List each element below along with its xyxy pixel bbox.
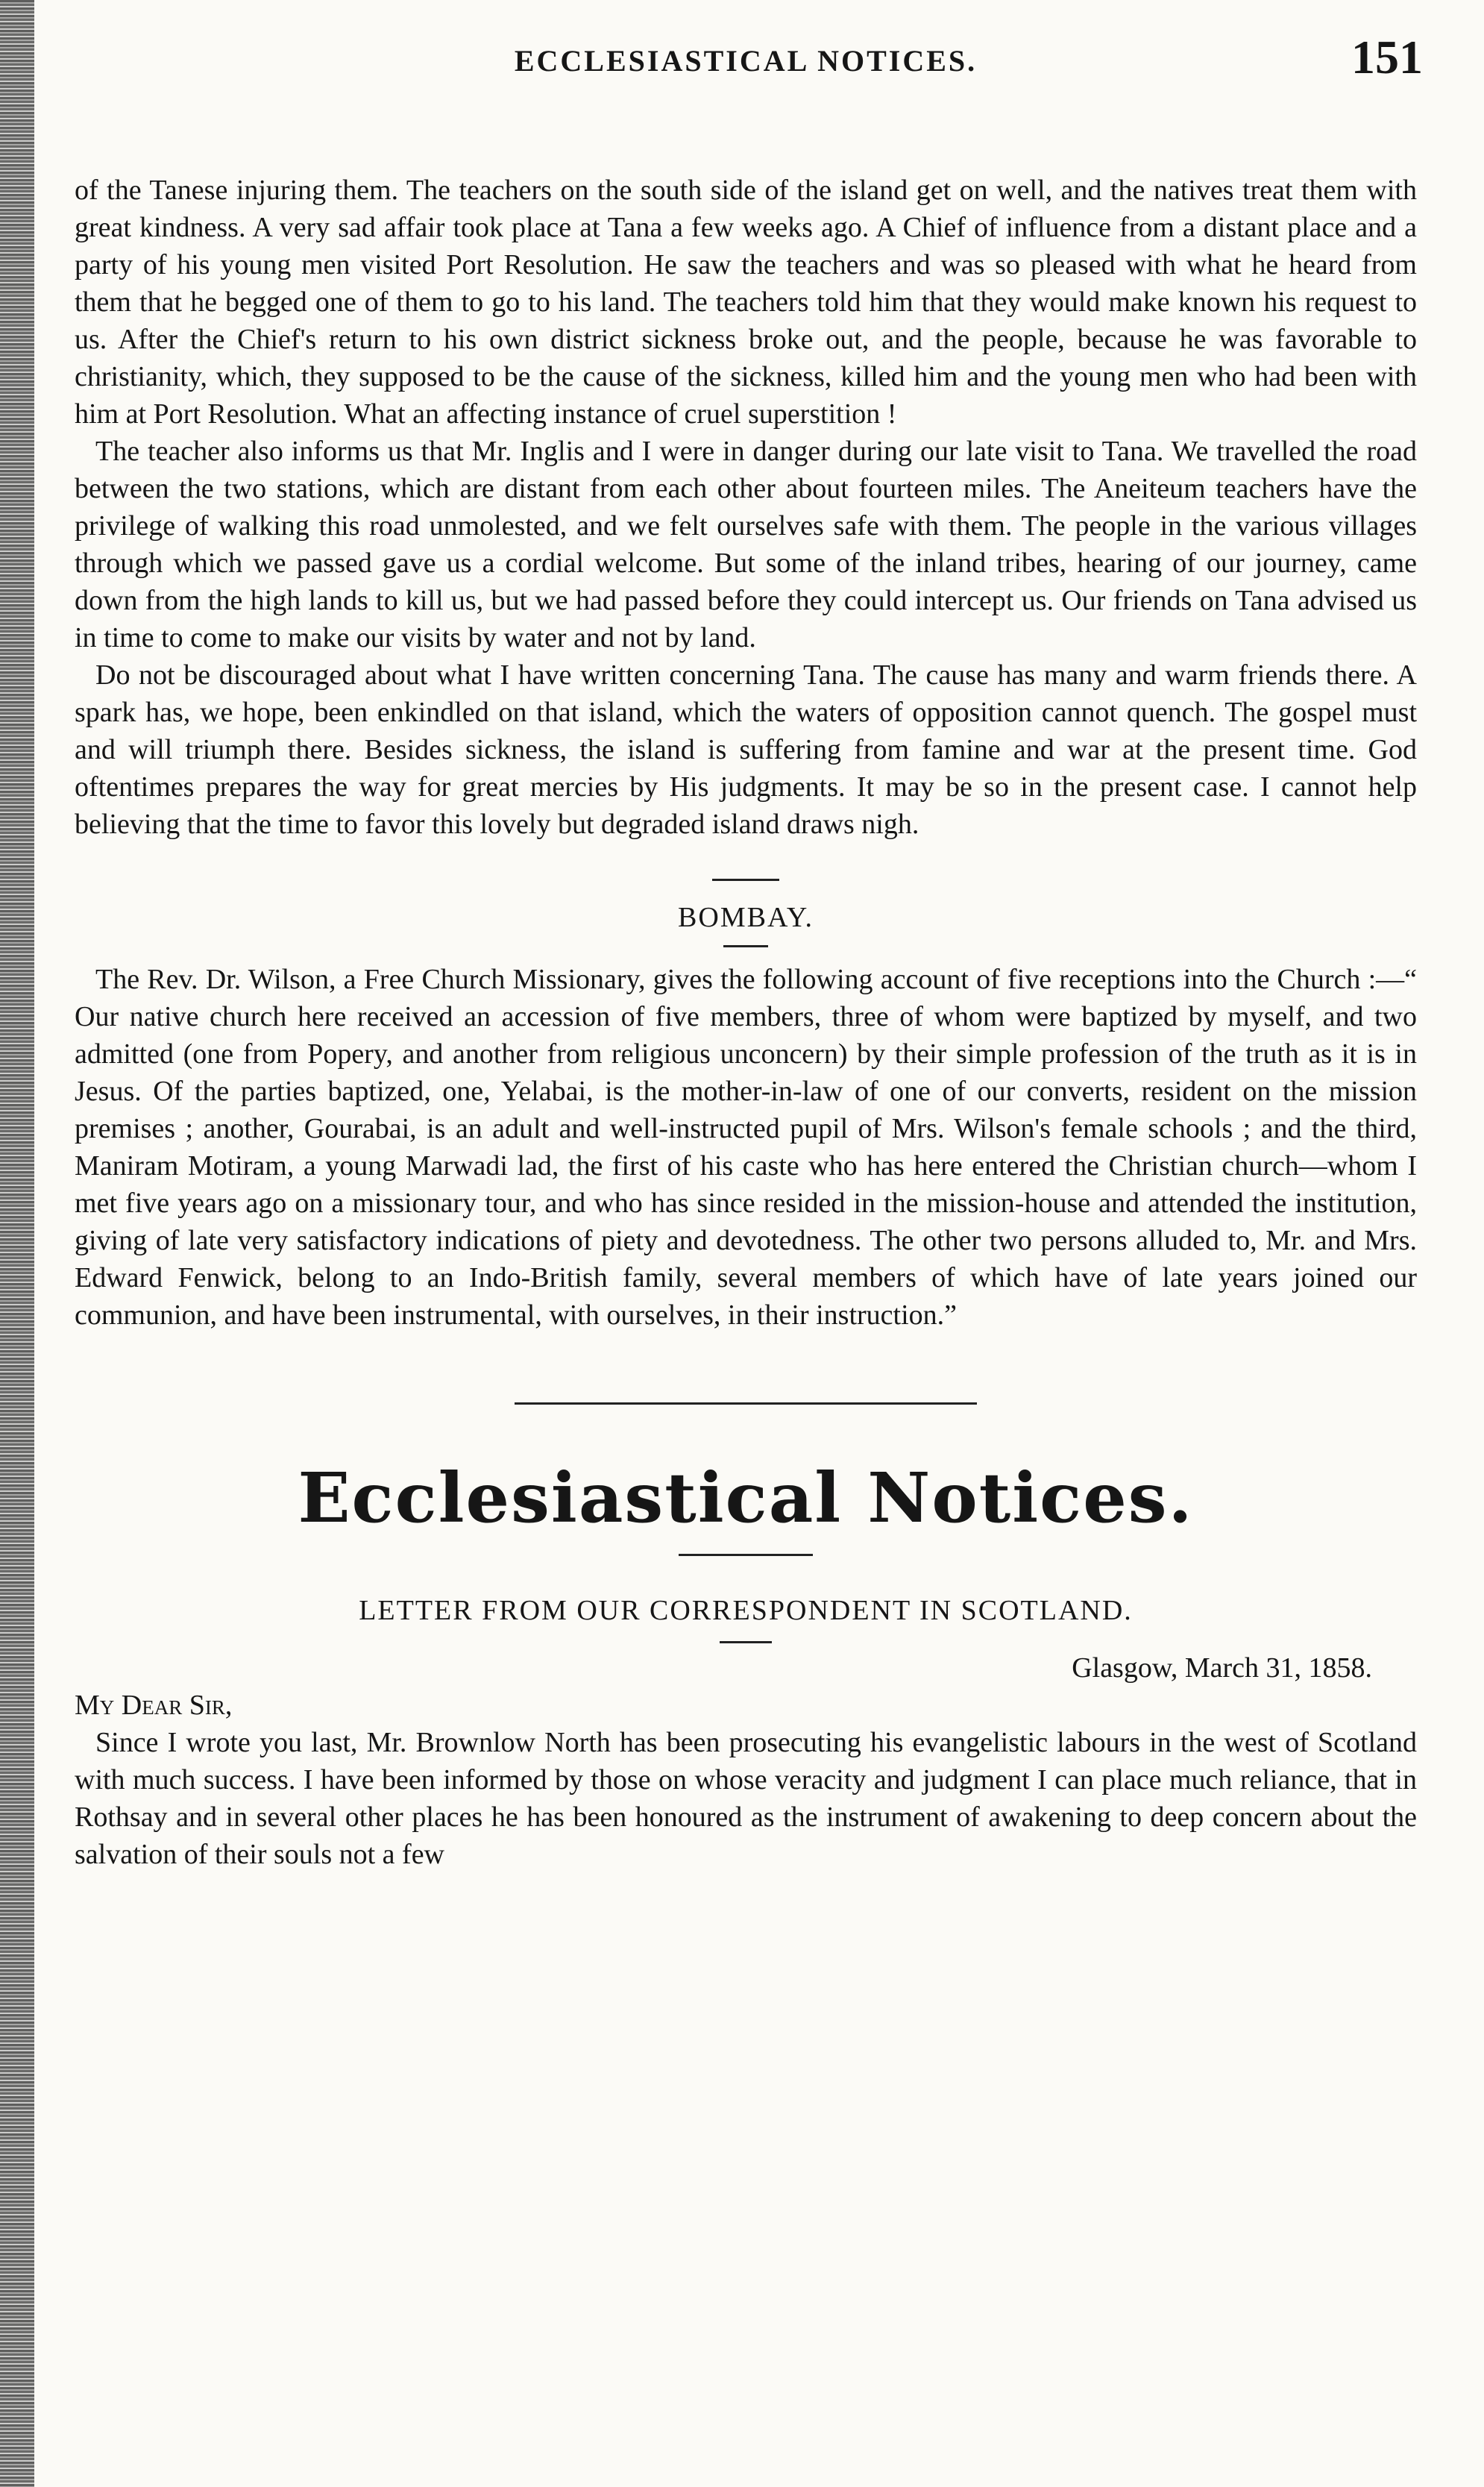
tana-paragraph-1: of the Tanese injuring them. The teachers on the south side of the island get on well, and the natives treat them with great kindness. A very sad affair took place at Tana a few weeks ago. A Chief of influence from a distant place and a party of his young men visited Port Resolution. He saw the teachers and was so pleased with what he heard from them that he begged one of them to go to his land. The teachers told him that they would make known his request to us. After the Chief's return to his own district sickness broke out, and the people, because he was favorable to christianity, which, they supposed to be the cause of the sickness, killed him and the young men who had been with him at Port Resolution. What an affecting instance of cruel superstition ! [75, 175, 1417, 430]
tana-paragraph-3: Do not be discouraged about what I have written concerning Tana. The cause has many and warm friends there. A spark has, we hope, been enkindled on that island, which the waters of opposition cannot quench. The gospel must and will triumph there. Besides sickness, the island is suffering from famine and war at the present time. God oftentimes prepares the way for great mercies by His judgments. It may be so in the present case. I cannot help believing that the time to favor this lovely but degraded island draws nigh. [75, 659, 1417, 840]
section-divider-short [712, 879, 779, 881]
bombay-heading: BOMBAY. [678, 902, 814, 933]
letter-salutation: My Dear Sir, [75, 1690, 233, 1721]
section-divider-long [515, 1402, 977, 1405]
notices-heading: Ecclesiastical Notices. [298, 1458, 1194, 1538]
bombay-section [75, 899, 1417, 1334]
running-header [75, 30, 1423, 90]
tana-paragraph-2: The teacher also informs us that Mr. Inglis and I were in danger during our late visit to Tana. We travelled the road between the two stations, which are distant from each other about fourteen miles. The Aneiteum teachers have the privilege of walking this road unmolested, and we felt ourselves safe with them. The people in the various villages through which we passed gave us a cordial welcome. But some of the inland tribes, hearing of our journey, came down from the high lands to kill us, but we had passed before they could intercept us. Our friends on Tana advised us in time to come to make our visits by water and not by land. [75, 436, 1417, 653]
letter-title: LETTER FROM OUR CORRESPONDENT IN SCOTLAND. [359, 1595, 1133, 1626]
tana-section [75, 172, 1417, 843]
bombay-paragraph: The Rev. Dr. Wilson, a Free Church Missionary, gives the following account of five receptions into the Church :—“ Our native church here received an accession of five members, three of whom were baptized by myself, and two admitted (one from Popery, and another from religious unconcern) by their simple profession of the truth as it is in Jesus. Of the parties baptized, one, Yelabai, is the mother-in-law of one of our converts, resident on the mission premises ; another, Gourabai, is an adult and well-instructed pupil of Mrs. Wilson's female schools ; and the third, Maniram Motiram, a young Marwadi lad, the first of his caste who has here entered the Christian church—whom I met five years ago on a missionary tour, and who has since resided in the mission-house and attended the institution, giving of late very satisfactory indications of piety and devotedness. The other two persons alluded to, Mr. and Mrs. Edward Fenwick, belong to an Indo-British family, several members of which have of late years joined our communion, and have been instrumental, with ourselves, in their instruction.” [75, 964, 1417, 1331]
notices-section [75, 1457, 1417, 1873]
page-binding-edge [0, 0, 34, 2487]
running-title: ECCLESIASTICAL NOTICES. [514, 44, 978, 78]
page [75, 30, 1423, 1873]
letter-dateline: Glasgow, March 31, 1858. [1072, 1652, 1372, 1684]
notices-heading-rule [679, 1554, 813, 1556]
heading-dash [723, 945, 768, 947]
page-number: 151 [1351, 31, 1423, 84]
letter-title-dash [720, 1641, 772, 1643]
letter-paragraph: Since I wrote you last, Mr. Brownlow North has been prosecuting his evangelistic labours in the west of Scotland with much success. I have been informed by those on whose veracity and judgment I can place much reliance, that in Rothsay and in several other places he has been honoured as the instrument of awakening to deep concern about the salvation of their souls not a few [75, 1727, 1417, 1870]
